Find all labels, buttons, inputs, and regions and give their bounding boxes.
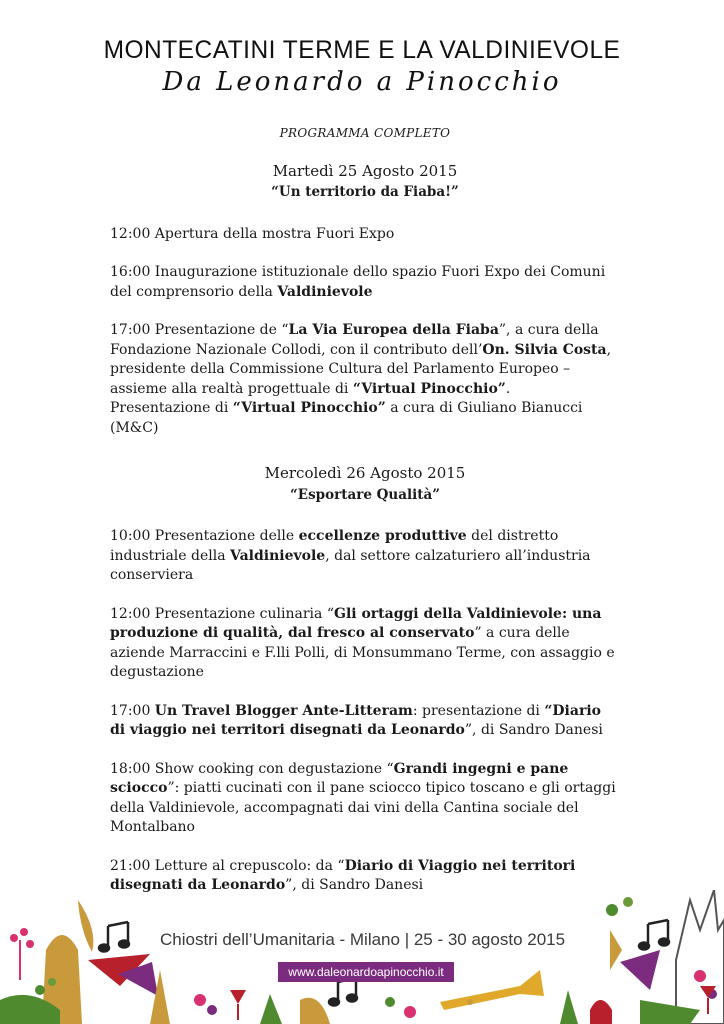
program-event bbox=[110, 321, 620, 438]
event-text: 12:00 Apertura della mostra Fuori Expo bbox=[110, 225, 395, 242]
header-subtitle: Da Leonardo a Pinocchio bbox=[162, 67, 562, 97]
footer-decoration bbox=[0, 890, 724, 1024]
event-highlight: Un Travel Blogger Ante-Litteram bbox=[154, 702, 413, 719]
wine-glass-icon bbox=[230, 990, 246, 1020]
event-text: ”, di Sandro Danesi bbox=[464, 722, 603, 738]
header bbox=[0, 36, 724, 97]
footer-venue: Chiostri dell’Umanitaria - Milano | 25 - 30 agosto 2015 bbox=[160, 930, 566, 949]
event-text: 18:00 Show cooking con degustazione “ bbox=[110, 760, 394, 777]
music-note-icon bbox=[329, 978, 357, 1006]
program-event bbox=[110, 263, 620, 302]
event-highlight: La Via Europea della Fiaba bbox=[288, 322, 499, 338]
event-highlight: Diario di Viaggio nei territori disegnati da Leonardo bbox=[110, 857, 576, 893]
music-note-icon bbox=[99, 922, 129, 952]
event-highlight: “Virtual Pinocchio” bbox=[352, 380, 506, 397]
program-days bbox=[110, 162, 620, 896]
day-theme: “Un territorio da Fiaba!” bbox=[271, 184, 459, 200]
footer-url-link[interactable]: www.daleonardoapinocchio.it bbox=[278, 962, 454, 982]
program-event bbox=[110, 225, 620, 245]
day-date: Mercoledì 26 Agosto 2015 bbox=[264, 464, 466, 482]
header-title: MONTECATINI TERME E LA VALDINIEVOLE bbox=[103, 36, 621, 64]
event-text: : presentazione di bbox=[412, 702, 545, 719]
footer-banner bbox=[0, 890, 724, 1024]
event-text: . bbox=[505, 380, 511, 397]
program-event bbox=[110, 605, 620, 683]
event-text: 10:00 Presentazione delle bbox=[110, 528, 299, 544]
event-text: del distretto industriale della bbox=[110, 528, 559, 564]
event-text: Presentazione di bbox=[110, 400, 233, 416]
event-text: ” a cura delle aziende Marraccini e F.lli Polli, di Monsummano Terme, con assaggio e degustazione bbox=[110, 625, 615, 680]
day-date: Martedì 25 Agosto 2015 bbox=[272, 161, 458, 180]
event-text: , presidente della Commissione Cultura del Parlamento Europeo – assieme alla realtà progettuale di bbox=[110, 341, 612, 397]
event-highlight: Valdinievole bbox=[277, 283, 373, 300]
program-event bbox=[110, 527, 620, 586]
event-text: a cura di Giuliano Bianucci (M&C) bbox=[110, 400, 583, 436]
event-highlight: “Virtual Pinocchio” bbox=[232, 400, 386, 416]
event-text: 17:00 bbox=[110, 702, 155, 719]
event-text: 16:00 Inaugurazione istituzionale dello spazio Fuori Expo dei Comuni del comprensorio della bbox=[110, 264, 606, 300]
event-text: ”, di Sandro Danesi bbox=[285, 877, 424, 893]
document-label: PROGRAMMA COMPLETO bbox=[279, 126, 451, 140]
program-document bbox=[110, 124, 620, 896]
event-highlight: “Diario di viaggio nei territori disegnati da Leonardo bbox=[110, 702, 601, 738]
event-text: 12:00 Presentazione culinaria “ bbox=[110, 605, 334, 622]
event-highlight: eccellenze produttive bbox=[298, 528, 467, 544]
event-highlight: On. Silvia Costa bbox=[482, 341, 607, 358]
program-event bbox=[110, 702, 620, 741]
music-note-icon bbox=[639, 920, 669, 950]
event-text: 17:00 Presentazione de “ bbox=[110, 322, 289, 338]
trumpet-icon bbox=[440, 970, 544, 1010]
event-highlight: Gli ortaggi della Valdinievole: una produzione di qualità, dal fresco al conservato bbox=[110, 605, 602, 641]
program-event bbox=[110, 760, 620, 838]
event-highlight: Grandi ingegni e pane sciocco bbox=[110, 760, 569, 796]
event-text: ”, a cura della Fondazione Nazionale Collodi, con il contributo dell’ bbox=[110, 322, 599, 358]
event-text: ”: piatti cucinati con il pane sciocco tipico toscano e gli ortaggi della Valdinievole, accompagnati dai vini della Cantina sociale del Montalbano bbox=[110, 780, 616, 835]
day-theme: “Esportare Qualità” bbox=[290, 486, 440, 503]
event-text: , dal settore calzaturiero all’industria conserviera bbox=[110, 547, 591, 583]
flower-icon bbox=[10, 928, 34, 980]
event-highlight: Valdinievole bbox=[230, 547, 326, 564]
event-text: 21:00 Letture al crepuscolo: da “ bbox=[110, 857, 345, 874]
